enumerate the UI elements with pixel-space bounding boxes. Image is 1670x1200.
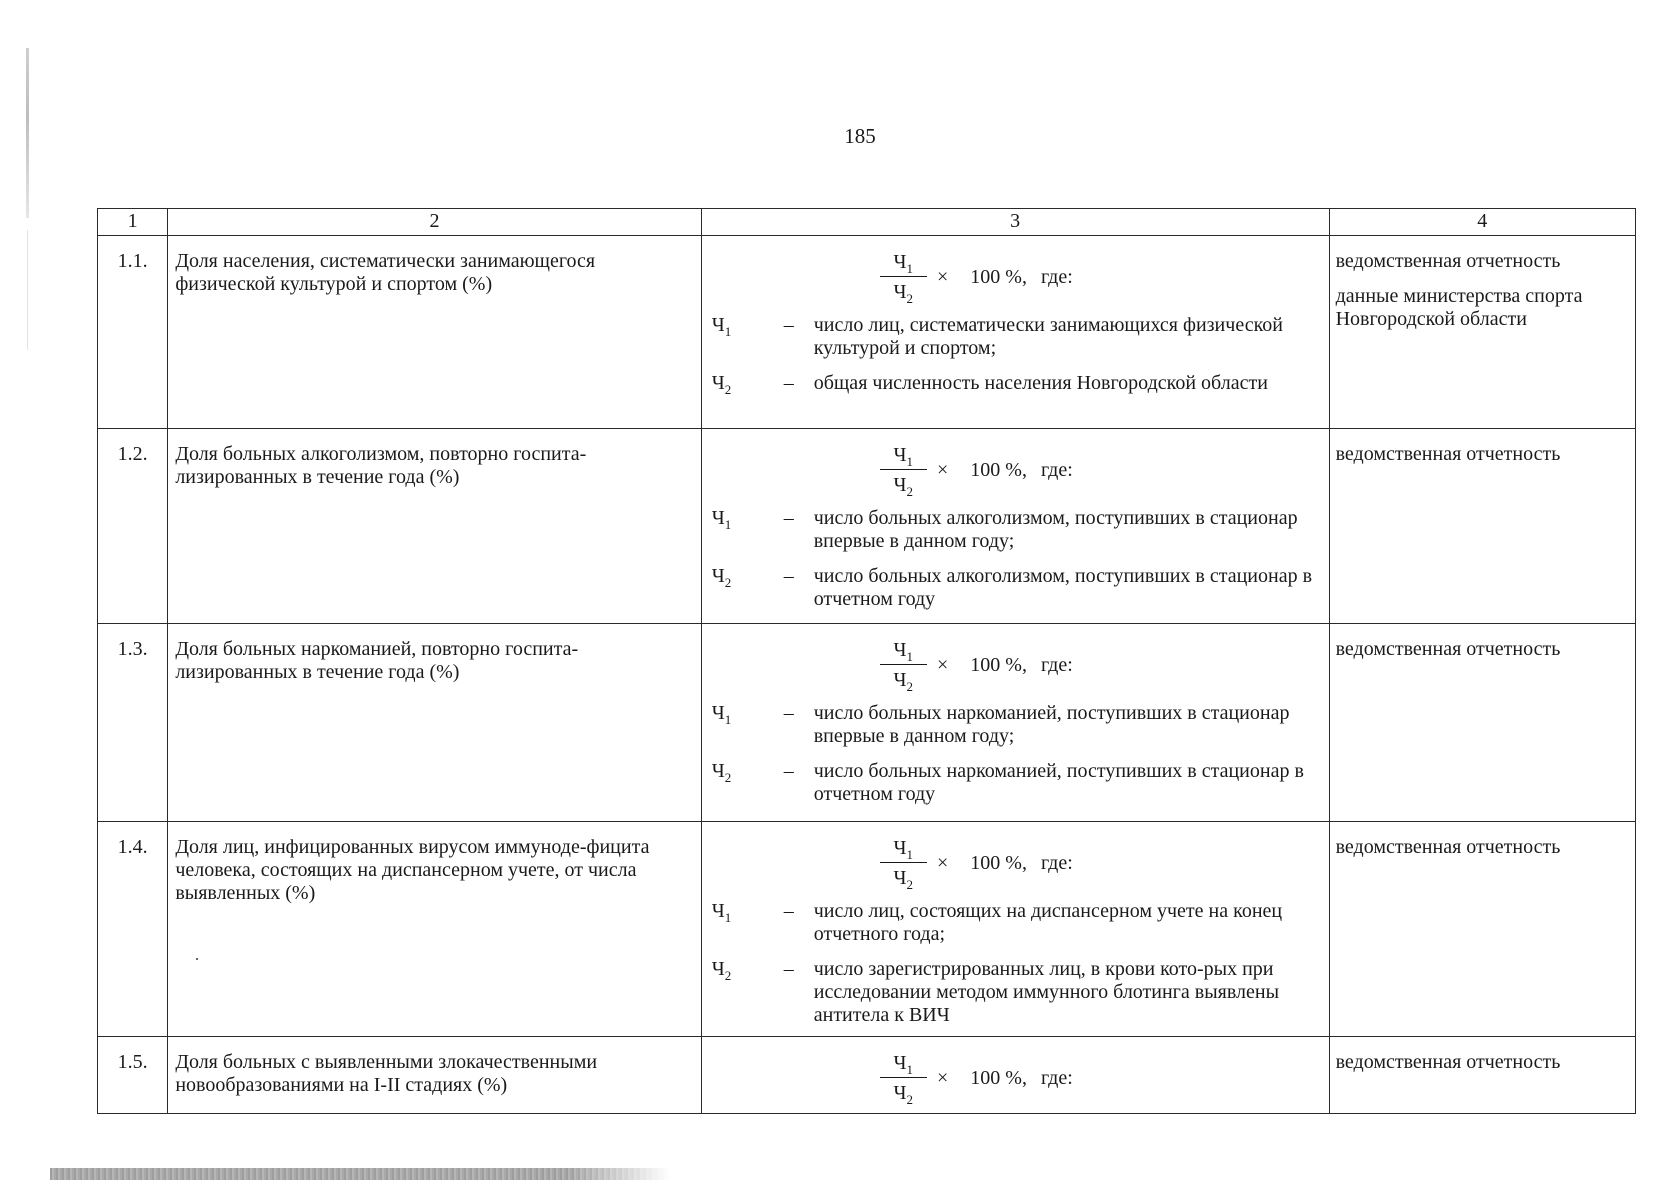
formula [632,1047,1321,1109]
table-row [98,236,1636,429]
fraction-denominator: $Ч_2$ [893,281,914,306]
scan-speck [196,958,198,960]
multiply-sign: × [937,458,949,481]
header-col-3: 3 [701,209,1329,236]
definition-dash: – [783,565,794,587]
fraction-denominator: $Ч_2$ [893,1082,914,1107]
percent-factor: 100 %, [970,851,1027,874]
variable-description: число лиц, систематически занимающихся физической культурой и спортом; [813,314,1283,359]
definition-dash: – [783,372,794,394]
table-row [98,624,1636,822]
variable-description: число больных наркоманией, поступивших в стационар в отчетном году [813,760,1304,805]
variable-symbol: $Ч_2$ [711,958,732,983]
fraction-numerator: $Ч_1$ [880,1052,928,1078]
variable-definition [712,702,1321,748]
variable-description: число лиц, состоящих на диспансерном учете на конец отчетного года; [813,900,1283,945]
variable-symbol: $Ч_1$ [711,702,732,727]
indicator-number: 1.3. [98,624,168,822]
data-sources [1329,822,1635,1037]
formula [632,832,1321,894]
formula-where: где: [1040,851,1073,874]
fraction [880,639,928,694]
definition-dash: – [783,507,794,529]
formula-where: где: [1040,653,1073,676]
multiply-sign: × [937,851,949,874]
calculation-method [701,429,1329,624]
calculation-method [701,822,1329,1037]
indicator-number: 1.1. [98,236,168,429]
data-sources [1329,624,1635,822]
data-sources [1329,236,1635,429]
data-source: данные министерства спорта Новгородской области [1335,285,1583,330]
fraction [880,444,928,499]
data-sources [1329,1037,1635,1114]
fraction-numerator: $Ч_1$ [880,837,928,863]
variable-definition [712,372,1321,395]
variable-symbol: $Ч_1$ [711,900,732,925]
table-header-row [98,209,1636,236]
variable-definition [712,760,1321,806]
multiply-sign: × [937,265,949,288]
variable-description: число больных наркоманией, поступивших в стационар впервые в данном году; [813,702,1290,747]
formula [632,439,1321,501]
data-source: ведомственная отчетность [1335,836,1561,858]
variable-definition [712,565,1321,611]
definition-dash: – [783,314,794,336]
fraction [880,1052,928,1107]
calculation-method [701,1037,1329,1114]
header-col-4: 4 [1329,209,1635,236]
variable-description: число больных алкоголизмом, поступивших в стационар в отчетном году [813,565,1313,610]
variable-symbol: $Ч_2$ [711,372,732,397]
indicator-name: Доля больных с выявленными злокачественными новообразованиями на I-II стадиях (%) [168,1037,701,1114]
data-source: ведомственная отчетность [1335,250,1561,272]
indicator-number: 1.2. [98,429,168,624]
indicators-table [97,208,1636,1114]
definition-dash: – [783,958,794,980]
variable-description: число зарегистрированных лиц, в крови кото-рых при исследовании методом иммунного блотинга выявлены антитела к ВИЧ [813,958,1280,1026]
variable-definition [712,900,1321,946]
variable-description: число больных алкоголизмом, поступивших в стационар впервые в данном году; [813,507,1298,552]
fraction-denominator: $Ч_2$ [893,867,914,892]
variable-definition [712,314,1321,360]
multiply-sign: × [937,653,949,676]
scan-edge-mark [26,48,29,218]
fraction-numerator: $Ч_1$ [880,639,928,665]
indicator-number: 1.5. [98,1037,168,1114]
fraction-denominator: $Ч_2$ [893,669,914,694]
formula-where: где: [1040,458,1073,481]
data-source: ведомственная отчетность [1335,638,1561,660]
scan-bottom-strip [50,1168,670,1180]
definition-dash: – [783,760,794,782]
variable-description: общая численность населения Новгородской области [813,372,1268,394]
header-col-1: 1 [98,209,168,236]
variable-symbol: $Ч_2$ [711,760,732,785]
percent-factor: 100 %, [970,265,1027,288]
table-row [98,429,1636,624]
calculation-method [701,236,1329,429]
definition-dash: – [783,702,794,724]
data-source: ведомственная отчетность [1335,443,1561,465]
fraction [880,837,928,892]
fraction-numerator: $Ч_1$ [880,251,928,277]
variable-symbol: $Ч_1$ [711,507,732,532]
data-source: ведомственная отчетность [1335,1051,1561,1073]
formula [632,634,1321,696]
percent-factor: 100 %, [970,1066,1027,1089]
table-row [98,822,1636,1037]
page-number: 185 [844,124,876,148]
multiply-sign: × [937,1066,949,1089]
formula-where: где: [1040,1066,1073,1089]
indicator-number: 1.4. [98,822,168,1037]
variable-symbol: $Ч_2$ [711,565,732,590]
indicator-name: Доля населения, систематически занимающегося физической культурой и спортом (%) [168,236,701,429]
fraction-numerator: $Ч_1$ [880,444,928,470]
formula-where: где: [1040,265,1073,288]
calculation-method [701,624,1329,822]
data-sources [1329,429,1635,624]
scan-edge-mark-lower [27,230,28,350]
variable-symbol: $Ч_1$ [711,314,732,339]
fraction [880,251,928,306]
percent-factor: 100 %, [970,458,1027,481]
indicator-name: Доля больных алкоголизмом, повторно госпита-лизированных в течение года (%) [168,429,701,624]
variable-definition [712,507,1321,553]
indicator-name: Доля больных наркоманией, повторно госпита-лизированных в течение года (%) [168,624,701,822]
table-row [98,1037,1636,1114]
header-col-2: 2 [168,209,701,236]
fraction-denominator: $Ч_2$ [893,474,914,499]
indicator-name: Доля лиц, инфицированных вирусом иммуноде-фицита человека, состоящих на диспансерном учете, от числа выявленных (%) [168,822,701,1037]
definition-dash: – [783,900,794,922]
percent-factor: 100 %, [970,653,1027,676]
formula [632,246,1321,308]
variable-definition [712,958,1321,1027]
